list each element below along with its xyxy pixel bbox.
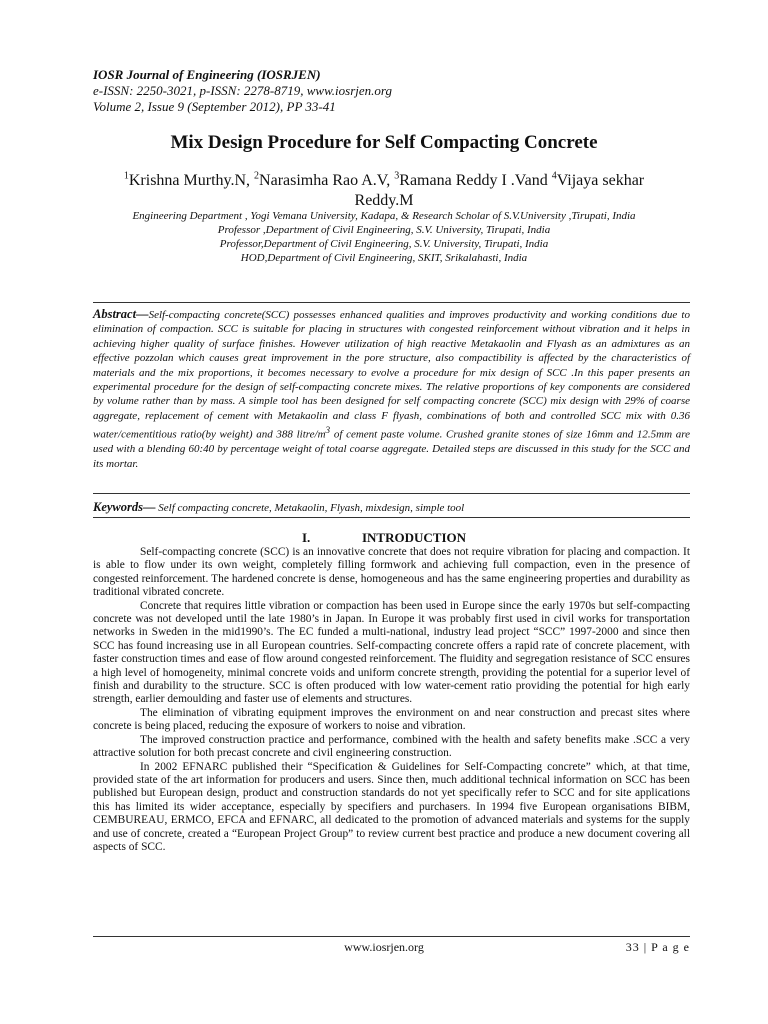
author-list: [100, 167, 668, 211]
body-paragraph: The elimination of vibrating equipment improves the environment on and near construction and precast sites where concrete is being placed, reducing the exposure of workers to noise and vibration.: [93, 706, 690, 733]
author: [254, 172, 394, 189]
section-heading: [0, 530, 768, 546]
keywords-text: Self compacting concrete, Metakaolin, Flyash, mixdesign, simple tool: [155, 502, 465, 514]
paper-title: Mix Design Procedure for Self Compacting Concrete: [170, 132, 598, 153]
affiliation-line: HOD,Department of Civil Engineering, SKIT, Srikalahasti, India: [240, 252, 528, 264]
page-number: 33 | P a g e: [625, 940, 690, 954]
footer-url: www.iosrjen.org: [344, 940, 424, 954]
author: [124, 172, 254, 189]
body-paragraph: In 2002 EFNARC published their “Specification & Guidelines for Self-Compacting concrete” which, at that time, provided state of the art information for producers and users. Since then, much additional technical information on SCC has been published but European design, product and construction standards do not yet specifically refer to SCC and for site applications this has limited its wider acceptance, especially by specifiers and purchasers. In 1994 five European organisations BIBM, CEMBUREAU, ERMCO, EFCA and EFNARC, all dedicated to the promotion of advanced materials and systems for the supply and use of concrete, created a “European Project Group” to review current best practice and produce a new document covering all aspects of SCC.: [93, 760, 690, 853]
author-index: 3: [394, 171, 400, 182]
body-paragraph: The improved construction practice and performance, combined with the health and safety benefits make .SCC a very attractive solution for both precast concrete and civil engineering construction.: [93, 733, 690, 760]
introduction-body: [93, 546, 690, 854]
author-name: Narasimha Rao A.V,: [259, 172, 395, 190]
affiliation-line: Engineering Department , Yogi Vemana University, Kadapa, & Research Scholar of S.V.University ,Tirupati, India: [132, 210, 636, 222]
journal-header: [93, 67, 693, 115]
author-name: Krishna Murthy.N,: [128, 172, 255, 190]
body-paragraph: Self-compacting concrete (SCC) is an innovative concrete that does not require vibration for placing and compaction. It is able to flow under its own weight, completely filling formwork and achieving full compaction, even in the presence of congested reinforcement. The hardened concrete is dense, homogeneous and has the same engineering properties and durability as traditional vibrated concrete.: [93, 546, 690, 599]
volume-line: Volume 2, Issue 9 (September 2012), PP 33-41: [93, 99, 336, 114]
abstract: [93, 307, 690, 471]
section-number: I.: [301, 530, 311, 545]
abstract-superscript: 3: [325, 425, 331, 436]
author-name: Ramana Reddy I .Vand: [399, 172, 552, 190]
author-index: 4: [551, 171, 557, 182]
keywords-label: Keywords—: [93, 500, 156, 514]
abstract-label: Abstract—: [93, 307, 149, 321]
body-paragraph: Concrete that requires little vibration or compaction has been used in Europe since the early 1970s but self-compacting concrete was not developed until the late 1980’s in Japan. In Europe it was probably first used in civil works for transportation networks in Sweden in the mid1990’s. The EC funded a multi-national, industry lead project “SCC” 1997-2000 and since then SCC has found increasing use in all European countries. Self-compacting concrete offers a rapid rate of concrete placement, with faster construction times and ease of flow around congested reinforcement. The fluidity and segregation resistance of SCC ensures a high level of homogeneity, minimal concrete voids and uniform concrete strength, providing the potential for a superior level of finish and durability to the structure. SCC is often produced with low water-cement ratio providing the potential for high early strength, earlier demoulding and faster use of elements and structures.: [93, 599, 690, 706]
author: [394, 172, 551, 189]
abstract-text-continued: of cement paste volume. Crushed granite stones of size 16mm and 12.5mm are used with a blending 60:40 by percentage weight of total coarse aggregate. Detailed steps are discussed in this study for the SCC and its mortar.: [93, 428, 690, 470]
affiliation-line: Professor,Department of Civil Engineering, S.V. University, Tirupati, India: [219, 238, 549, 250]
author-index: 1: [123, 171, 129, 182]
abstract-top-rule: [93, 302, 690, 303]
section-title: INTRODUCTION: [361, 530, 466, 545]
author-index: 2: [254, 171, 260, 182]
affiliation-line: Professor ,Department of Civil Engineering, S.V. University, Tirupati, India: [217, 224, 551, 236]
abstract-text: Self-compacting concrete(SCC) possesses enhanced qualities and improves productivity and working conditions due to elimination of compaction. SCC is suitable for placing in structures with congested reinforcement without vibration and it helps in achieving higher quality of surface finishes. However utilization of high reactive Metakaolin and Flyash as an admixtures as an effective pozzolan which causes great improvement in the pore structure, also compactibility is affected by the characteristics of materials and the mix proportions, it becomes necessary to evolve a procedure for mix design of SCC .In this paper presents an experimental procedure for the design of self-compacting concrete mixes. The relative proportions of key components are considered by volume rather than by mass. A simple tool has been designed for self compacting concrete (SCC) mix design with 29% of coarse aggregate, replacement of cement with Metakaolin and class F flyash, combinations of both and controlled SCC mix with 0.36 water/cementitious ratio(by weight) and 388 litre/m: [93, 309, 690, 441]
footer-rule: [93, 936, 690, 937]
keywords: [93, 500, 690, 515]
affiliations: [88, 209, 680, 265]
issn-line: e-ISSN: 2250-3021, p-ISSN: 2278-8719, www.iosrjen.org: [93, 83, 392, 98]
keywords-top-rule: [93, 493, 690, 494]
journal-name: IOSR Journal of Engineering (IOSRJEN): [93, 67, 321, 82]
keywords-bottom-rule: [93, 517, 690, 518]
author-name: Vijaya sekhar Reddy.M: [354, 172, 645, 210]
